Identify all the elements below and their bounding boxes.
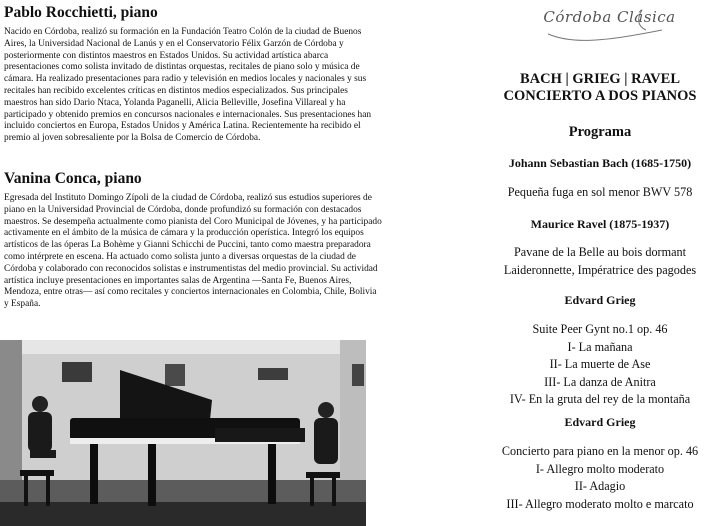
work-item: III- Allegro moderato molto e marcato	[506, 496, 694, 511]
concert-title-line1: BACH | GRIEG | RAVEL	[519, 71, 680, 87]
logo-text: Córdoba Clásica	[543, 8, 676, 26]
composer-bach: Johann Sebastian Bach (1685-1750)	[508, 156, 692, 170]
concert-title-line2: CONCIERTO A DOS PIANOS	[503, 88, 697, 104]
works-grieg-concerto	[487, 443, 713, 513]
composer-grieg-concerto: Edvard Grieg	[564, 415, 636, 429]
bio-text-conca: Egresada del Instituto Domingo Zípoli de la ciudad de Córdoba, realizó sus estudios superiores de piano en la Universidad Provincial de Córdoba, donde profundizó su formación con destacados maestros. Se desempeña actualmente como pianista del Coro Municipal de Jóvenes, y ha participado activamente en el ámbito de la música de cámara y la producción operística. Integró los equipos artísticos de las óperas La Bohème y Gianni Schicchi de Puccini, tanto como maestra preparadora como intérprete en escena. Ha actuado como solista junto a diversas orquestas de la ciudad de Córdoba y colaborado con reconocidos solistas e instrumentistas del medio provincial. Su actividad artística incluye presentaciones en importantes salas de Argentina —Santa Fe, Buenos Aires, Mendoza, entre otras— así como recitales y conciertos internacionales en Colombia, Chile, Bolivia y España.	[4, 193, 382, 310]
composer-ravel: Maurice Ravel (1875-1937)	[530, 217, 670, 231]
bio-text-rocchietti: Nacido en Córdoba, realizó su formación en la Fundación Teatro Colón de la ciudad de Buenos Aires, la Universidad Nacional de Lanús y en el Conservatorio Félix Garzón de Córdoba y posteriormente con distintos maestros en Estados Unidos. Su actividad artística abarca presentaciones como solista invitado de distintas orquestas, recitales de piano solo y música de cámara. Ha realizado presentaciones para radio y televisión en medios locales y nacionales y sus recitales han recibido excelentes críticas en distintos medios especializados. Sus principales maestros han sido Dario Ntaca, Yolanda Paganelli, Alicia Belleville, Josefina Villareal y ha participado y obtenido premios en concursos nacionales e internacionales. Sus presentaciones han incluido conciertos en Europa, Estados Unidos y América Latina. Recientemente ha recibido el premio al joven sobresaliente por la Bolsa de Comercio de Córdoba.	[4, 27, 372, 144]
bio-heading-rocchietti: Pablo Rocchietti, piano	[4, 4, 158, 21]
work-item: Suite Peer Gynt no.1 op. 46	[532, 322, 668, 336]
work-item: IV- En la gruta del rey de la montaña	[509, 392, 691, 407]
works-grieg-suite	[487, 321, 713, 409]
work-item: Concierto para piano en la menor op. 46	[501, 444, 699, 458]
work-item: Laideronnette, Impératrice des pagodes	[503, 262, 697, 277]
bio-heading-conca: Vanina Conca, piano	[4, 170, 142, 187]
work-item: III- La danza de Anitra	[544, 374, 656, 389]
program-heading: Programa	[568, 124, 632, 140]
work-item: I- La mañana	[567, 339, 633, 354]
works-bach	[487, 184, 713, 202]
composer-grieg-suite: Edvard Grieg	[564, 293, 636, 307]
cordoba-clasica-logo	[542, 4, 677, 44]
work-item: II- La muerte de Ase	[549, 357, 651, 372]
work-item: I- Allegro molto moderato	[535, 461, 665, 476]
work-item: Pavane de la Belle au bois dormant	[514, 245, 686, 259]
works-ravel	[487, 244, 713, 279]
performance-photo	[0, 340, 366, 526]
work-item: II- Adagio	[574, 479, 626, 494]
work-item: Pequeña fuga en sol menor BWV 578	[507, 185, 693, 199]
